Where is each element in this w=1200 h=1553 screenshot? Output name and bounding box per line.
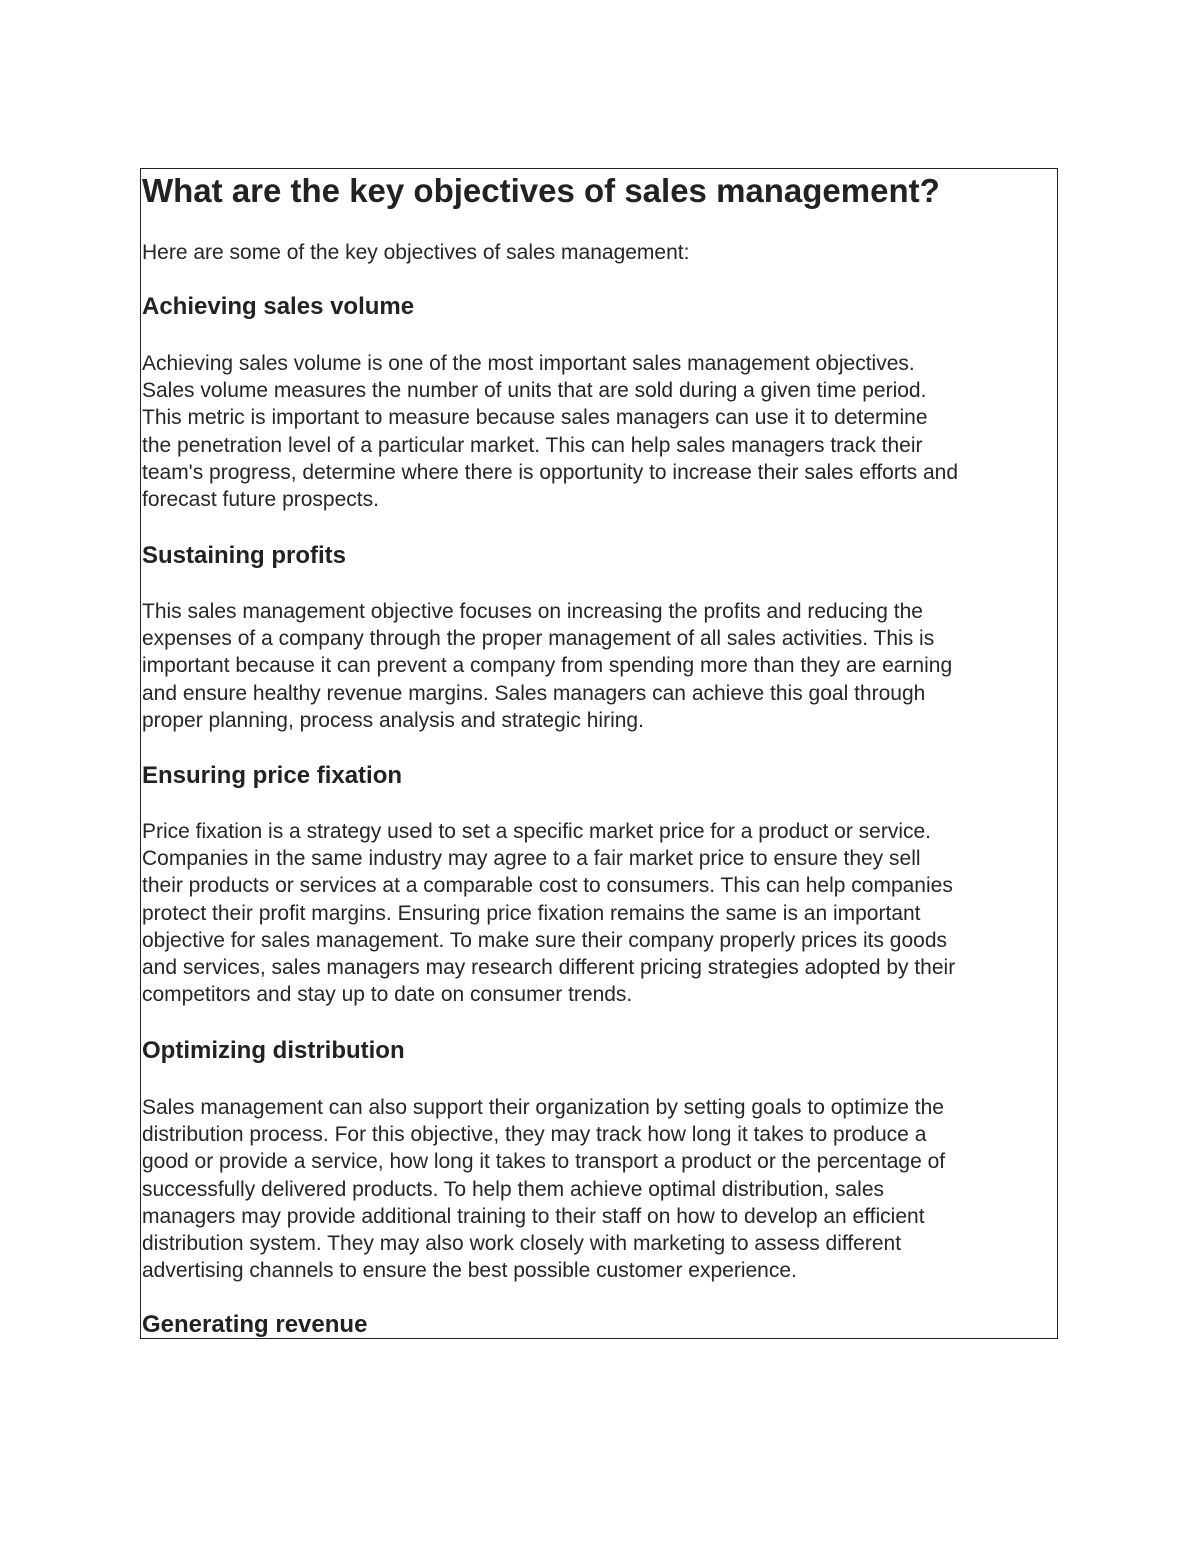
text-line: advertising channels to ensure the best possible customer experience.	[142, 1259, 797, 1283]
text-line: good or provide a service, how long it takes to transport a product or the percentage of	[142, 1150, 946, 1174]
text-line: the penetration level of a particular market. This can help sales managers track their	[142, 433, 923, 457]
text-line: distribution system. They may also work closely with marketing to assess different	[142, 1232, 902, 1256]
text-line: and ensure healthy revenue margins. Sales managers can achieve this goal through	[142, 681, 926, 705]
section-paragraph-ensuring-price-fixation	[142, 818, 955, 1008]
text-line: their products or services at a comparable cost to consumers. This can help companies	[142, 874, 953, 898]
section-paragraph-optimizing-distribution	[142, 1094, 945, 1284]
text-line: objective for sales management. To make sure their company properly prices its goods	[142, 928, 948, 952]
section-heading-achieving-sales-volume: Achieving sales volume	[142, 293, 415, 320]
page-title: What are the key objectives of sales management?	[142, 172, 940, 209]
text-line: important because it can prevent a company from spending more than they are earning	[142, 654, 953, 678]
section-heading-ensuring-price-fixation: Ensuring price fixation	[142, 762, 403, 789]
intro-paragraph: Here are some of the key objectives of sales management:	[142, 241, 690, 264]
section-heading-optimizing-distribution: Optimizing distribution	[142, 1037, 405, 1064]
text-line: expenses of a company through the proper management of all sales activities. This is	[142, 627, 935, 651]
document-frame	[140, 168, 1058, 1339]
text-line: Achieving sales volume is one of the most important sales management objectives.	[142, 352, 915, 375]
text-line: This sales management objective focuses on increasing the profits and reducing the	[142, 600, 923, 623]
text-line: Sales volume measures the number of units that are sold during a given time period.	[142, 379, 927, 403]
section-heading-sustaining-profits: Sustaining profits	[142, 542, 346, 569]
section-heading-generating-revenue: Generating revenue	[142, 1311, 368, 1338]
text-line: proper planning, process analysis and strategic hiring.	[142, 708, 644, 732]
section-paragraph-achieving-sales-volume	[142, 350, 958, 513]
text-line: distribution process. For this objective, they may track how long it takes to produce a	[142, 1123, 927, 1147]
text-line: competitors and stay up to date on consumer trends.	[142, 983, 633, 1007]
text-line: team's progress, determine where there is opportunity to increase their sales efforts and	[142, 460, 959, 484]
text-line: This metric is important to measure because sales managers can use it to determine	[142, 406, 928, 430]
section-paragraph-sustaining-profits	[142, 598, 952, 734]
text-line: forecast future prospects.	[142, 488, 379, 512]
text-line: Price fixation is a strategy used to set a specific market price for a product or service.	[142, 820, 931, 843]
text-line: protect their profit margins. Ensuring price fixation remains the same is an important	[142, 901, 921, 925]
text-line: and services, sales managers may research different pricing strategies adopted by their	[142, 956, 956, 980]
text-line: successfully delivered products. To help them achieve optimal distribution, sales	[142, 1177, 884, 1201]
text-line: managers may provide additional training to their staff on how to develop an efficient	[142, 1204, 925, 1228]
text-line: Sales management can also support their organization by setting goals to optimize the	[142, 1096, 944, 1119]
text-line: Companies in the same industry may agree to a fair market price to ensure they sell	[142, 847, 921, 871]
